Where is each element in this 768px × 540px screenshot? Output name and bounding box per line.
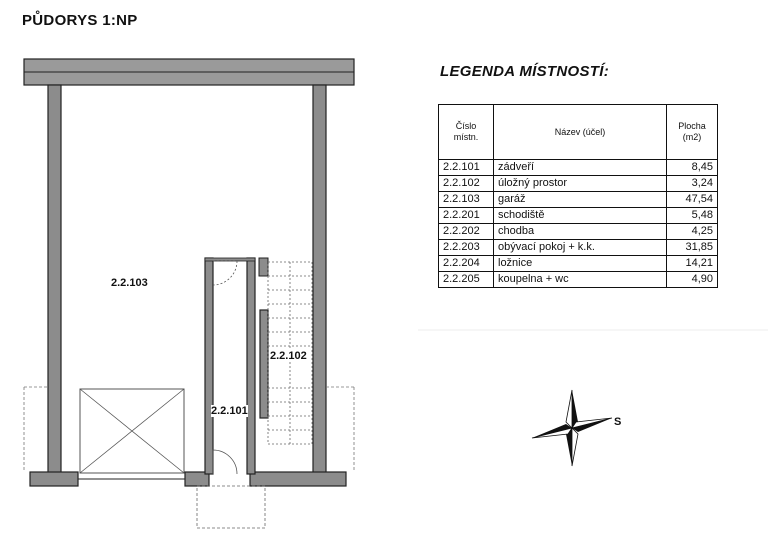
entry-wall-right <box>247 258 255 474</box>
entry-step <box>197 486 265 528</box>
left-wall <box>48 85 61 475</box>
legend-cell-name: ložnice <box>494 256 667 272</box>
legend-cell-name: úložný prostor <box>494 176 667 192</box>
legend-cell-name: schodiště <box>494 208 667 224</box>
door-swing-garage <box>213 261 237 285</box>
room-label-garage: 2.2.103 <box>111 277 148 289</box>
legend-row <box>439 272 718 288</box>
legend-cell-area: 47,54 <box>667 192 718 208</box>
legend-cell-area: 5,48 <box>667 208 718 224</box>
bottom-wall-right <box>250 472 346 486</box>
legend-cell-area: 4,90 <box>667 272 718 288</box>
legend-header-area: Plocha (m2) <box>667 105 718 160</box>
legend-header-row <box>439 105 718 160</box>
legend-cell-name: koupelna + wc <box>494 272 667 288</box>
storage-post <box>259 258 268 276</box>
legend-row <box>439 240 718 256</box>
legend-header-name: Název (účel) <box>494 105 667 160</box>
legend-cell-number: 2.2.102 <box>439 176 494 192</box>
right-wall <box>313 85 326 475</box>
legend-cell-number: 2.2.103 <box>439 192 494 208</box>
legend-row <box>439 256 718 272</box>
legend-cell-area: 14,21 <box>667 256 718 272</box>
legend-cell-number: 2.2.202 <box>439 224 494 240</box>
legend-cell-area: 4,25 <box>667 224 718 240</box>
legend-row <box>439 176 718 192</box>
legend-cell-number: 2.2.101 <box>439 160 494 176</box>
legend-cell-name: garáž <box>494 192 667 208</box>
legend-cell-number: 2.2.203 <box>439 240 494 256</box>
legend-cell-area: 8,45 <box>667 160 718 176</box>
storage-wall <box>260 310 268 418</box>
entry-wall-left <box>205 258 213 474</box>
legend-table <box>438 104 718 288</box>
legend-cell-number: 2.2.205 <box>439 272 494 288</box>
page-title: PŮDORYS 1:NP <box>22 12 138 29</box>
compass-rose-icon <box>532 390 612 466</box>
door-swing-entry <box>213 450 237 474</box>
legend-row <box>439 224 718 240</box>
legend-cell-name: zádveří <box>494 160 667 176</box>
partition-top <box>205 258 255 261</box>
room-label-entry: 2.2.101 <box>211 405 248 417</box>
legend-title: LEGENDA MÍSTNOSTÍ: <box>440 63 610 80</box>
bottom-wall-left <box>30 472 78 486</box>
room-label-storage: 2.2.102 <box>270 350 307 362</box>
legend-row <box>439 160 718 176</box>
legend-row <box>439 192 718 208</box>
legend-cell-name: chodba <box>494 224 667 240</box>
legend-cell-number: 2.2.201 <box>439 208 494 224</box>
legend-cell-name: obývací pokoj + k.k. <box>494 240 667 256</box>
compass-label: S <box>614 416 622 428</box>
legend-cell-number: 2.2.204 <box>439 256 494 272</box>
legend-cell-area: 31,85 <box>667 240 718 256</box>
legend-cell-area: 3,24 <box>667 176 718 192</box>
legend-header-number: Číslo místn. <box>439 105 494 160</box>
legend-row <box>439 208 718 224</box>
